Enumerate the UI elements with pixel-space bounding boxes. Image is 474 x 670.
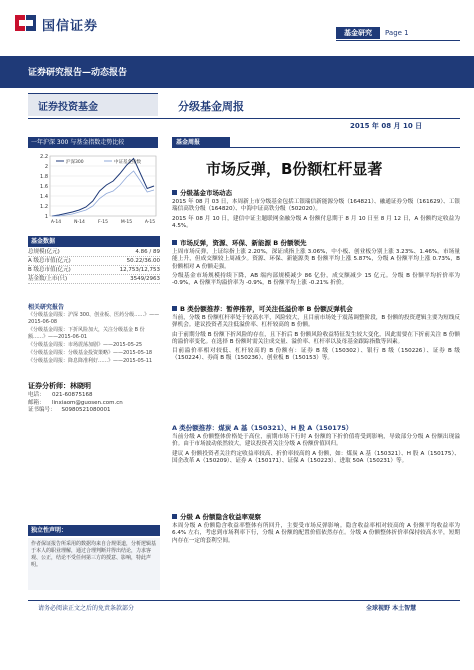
email-link[interactable]: linxiaom@guosen.com.cn: [52, 399, 123, 406]
section-heading-text: 市场反弹，资源、环保、新能源 B 份额领先: [180, 239, 307, 247]
related-link[interactable]: 《分级基金周报：沪深 300、创业板、医药分级……》——2015-06-08: [28, 312, 160, 325]
section-rule: [230, 147, 460, 148]
related-link[interactable]: 《分级基金周报：降息降准利好……》——2015-05-11: [28, 358, 153, 364]
series-line: [52, 159, 154, 217]
paragraph: 分级基金市场规模持续下降，AB 端内部规模减少 86 亿份，成交额减少 15 亿元。分级 B 份额平均折价率为 -0.9%，A 份额平均溢价率为 -0.9%，B 份额平均上涨 -0.21% 折价。: [172, 272, 460, 287]
section-heading-text: 分级基金市场动态: [180, 189, 232, 197]
row-value: 50.22/36.00: [126, 258, 160, 264]
x-tick-label: N-14: [74, 220, 85, 225]
paragraph: 本周分级 A 份额隐含收益率整体有所回升，主要受市场反弹影响。隐含收益率相对较高的 A 份额平均收益率为 6.4% 左右，考虑到市场利率下行，分级 A 份额的配置价值依然存在。分级 A 份额整体折价率保持较高水平，短期内存在一定的套利空间。: [172, 523, 460, 544]
section-tag: 基金周报: [172, 137, 230, 148]
y-tick-label: 1.4: [40, 194, 48, 200]
x-tick-label: M-15: [120, 220, 133, 225]
category-label: 证券投资基金: [38, 102, 98, 113]
footer-disclaimer: 请务必阅读正文之后的免责条款部分: [38, 605, 135, 612]
guosen-logo-icon: [14, 12, 38, 34]
table-row: [28, 275, 160, 284]
section-heading-text: B 类份额推荐：暂停推荐，可关注低溢价率 B 份额反弹机会: [180, 305, 353, 313]
related-link[interactable]: 《分级基金周报：市场震荡加剧》——2015-05-25: [28, 342, 143, 348]
paragraph: 2015 年 08 月 10 日，建信中证主题联网金融分级 A 份额付息期于 8 月 10 日至 8 月 12 日，A 份额约定收益为 4.5%。: [172, 215, 460, 229]
disclaimer-heading: 独立性声明：: [28, 525, 160, 536]
phone-label: 电话：: [28, 392, 45, 398]
series-line: [52, 171, 154, 216]
table-row: [28, 266, 160, 275]
report-tag: 基金研究: [336, 27, 380, 39]
bullet-icon: [172, 190, 177, 195]
footer-slogan: 全球视野 本土智慧: [366, 605, 417, 612]
row-label: 基金数/上市(只): [28, 276, 68, 282]
paragraph: 目前溢价率相对较低、杠杆较高的 B 份额有：证券 B 级（150302）、银行 B 级（150226）、证券 B 级（150224）、券商 B 级（150236）、创业板 B（150153）等。: [172, 348, 460, 362]
footer-rule: [28, 600, 460, 601]
section-a-recommend: [172, 420, 460, 467]
related-heading: 相关研究报告: [28, 304, 65, 311]
row-value: 3549/2963: [130, 276, 160, 282]
fund-data-heading: 基金数据: [28, 236, 160, 247]
section-heading: [172, 512, 460, 521]
cert-value: S0980521080001: [61, 407, 111, 413]
y-tick-label: 2.2: [40, 154, 48, 160]
x-tick-label: F-15: [98, 220, 108, 225]
table-row: [28, 248, 160, 257]
y-tick-label: 1.2: [40, 204, 48, 210]
related-link[interactable]: 《分级基金周报：下折风险加大，关注分级基金 B 份额……》——2015-06-01: [28, 327, 145, 340]
section-heading: [172, 188, 460, 197]
section-b-recommend: [172, 304, 460, 365]
title-rule: [28, 118, 460, 119]
brand-name: 国信证券: [42, 19, 99, 34]
bullet-icon: [172, 514, 177, 519]
table-row: [28, 257, 160, 266]
bullet-icon: [172, 240, 177, 245]
brand-logo: [14, 12, 134, 38]
section-heading: [172, 304, 460, 313]
related-link[interactable]: 《分级基金周报：分级基金投资策略》——2015-05-18: [28, 350, 153, 356]
x-tick-label: A-15: [144, 220, 156, 225]
x-tick-label: A-14: [50, 220, 62, 225]
legend-label: 沪深300: [66, 160, 84, 165]
banner-title: 证券研究报告—动态报告: [28, 68, 128, 78]
headline: 市场反弹，B份额杠杆显著: [206, 160, 383, 178]
y-tick-label: 2: [44, 164, 48, 170]
phone-value: 021-60875168: [52, 392, 93, 398]
y-tick-label: 1.6: [40, 184, 48, 190]
paragraph: 当前分级 A 份额整体价格处于高位，前期市场下行时 A 份额的下折价值将受到影响，导致部分分级 A 份额出现溢价。由于市场波动依然较大，建议投资者关注分级 A 份额价值回归。: [172, 434, 460, 448]
email-label: 邮箱：: [28, 399, 45, 406]
row-value: 12,753/12,753: [119, 267, 160, 273]
row-label: 总规模(亿元): [28, 249, 60, 255]
row-value: 4.86 / 89: [135, 249, 160, 255]
paragraph: 当前，分级 B 份额杠杆率处于较高水平，风险较大，且目前市场处于震荡调整阶段，B 份额的投资逻辑主要为短线反弹机会。建议投资者关注低溢价率、杠杆较高的 B 份额。: [172, 315, 460, 329]
row-label: A 级总市值(亿元): [28, 258, 71, 264]
paragraph: 2015 年 08 月 03 日，本周新上市分级基金包括工银瑞信新能源分级（164821）、融通证券分级（161629）、工银瑞信高铁分级（164820）、中海中证高铁分级（502020）。: [172, 199, 460, 213]
section-heading: [172, 238, 460, 247]
trend-chart: [28, 150, 160, 230]
related-list: [28, 312, 160, 366]
chart-heading: 一年沪深 300 与基金指数走势比较: [28, 137, 158, 148]
paragraph: 由于前期分级 B 份额下折风险的存在，且下折后 B 份额风险收益特征发生较大变化，因此需要在下折前关注 B 份额的溢价率变化。在选择 B 份额时需关注成交量、溢价率、杠杆率以及母基金跟踪指数等因素。: [172, 331, 460, 345]
legend-label: 中证基金指数: [114, 160, 141, 165]
a-recommend-heading: A 类份额推荐：煤炭 A 基（150321）、H 股 A（150175）: [172, 424, 353, 432]
section-market-dynamics: [172, 188, 460, 232]
report-title: 分级基金周报: [178, 100, 244, 113]
analyst-info: [28, 392, 160, 415]
row-label: B 级总市值(亿元): [28, 267, 71, 273]
report-date: 2015 年 08 月 10 日: [350, 122, 423, 130]
bullet-icon: [172, 306, 177, 311]
disclaimer-text: 作者保证报告所采用的数据均来自合规渠道，分析逻辑基于本人的职业理解，通过合理判断并得出结论，力求客观、公正，结论不受任何第三方的授意、影响，特此声明。: [28, 538, 160, 590]
y-tick-label: 1.8: [40, 174, 48, 180]
y-tick-label: 1: [44, 214, 48, 220]
paragraph: 建议 A 份额投资者关注约定收益率较高、折价率较高的 A 份额，如：煤炭 A 基（150321）、H 股 A（150175）、国企改革 A（150209）、证券 A（150171）、证保 A（150223）、进取 50A（150231）等。: [172, 450, 460, 464]
analyst-name: 证券分析师：林晓明: [28, 382, 91, 390]
section-implied-yield: [172, 512, 460, 547]
fund-data-table: [28, 248, 160, 284]
paragraph: 上周市场反弹，上证综指上涨 2.20%，深证成指上涨 3.06%，中小板、创业板分别上涨 3.23%、1.46%。市场量能上升，但成交额较上周减少。资源、环保、新能源类 B 份额平均上涨 5.87%，分级 A 份额平均上涨 0.73%，B 份额相对 A 份额走强。: [172, 249, 460, 270]
section-market-rebound: [172, 238, 460, 289]
page-number: Page 1: [385, 29, 409, 37]
section-heading-text: 分级 A 份额隐含收益率观察: [180, 513, 262, 521]
cert-label: 证书编号：: [28, 407, 56, 413]
header-rule: [336, 40, 460, 41]
